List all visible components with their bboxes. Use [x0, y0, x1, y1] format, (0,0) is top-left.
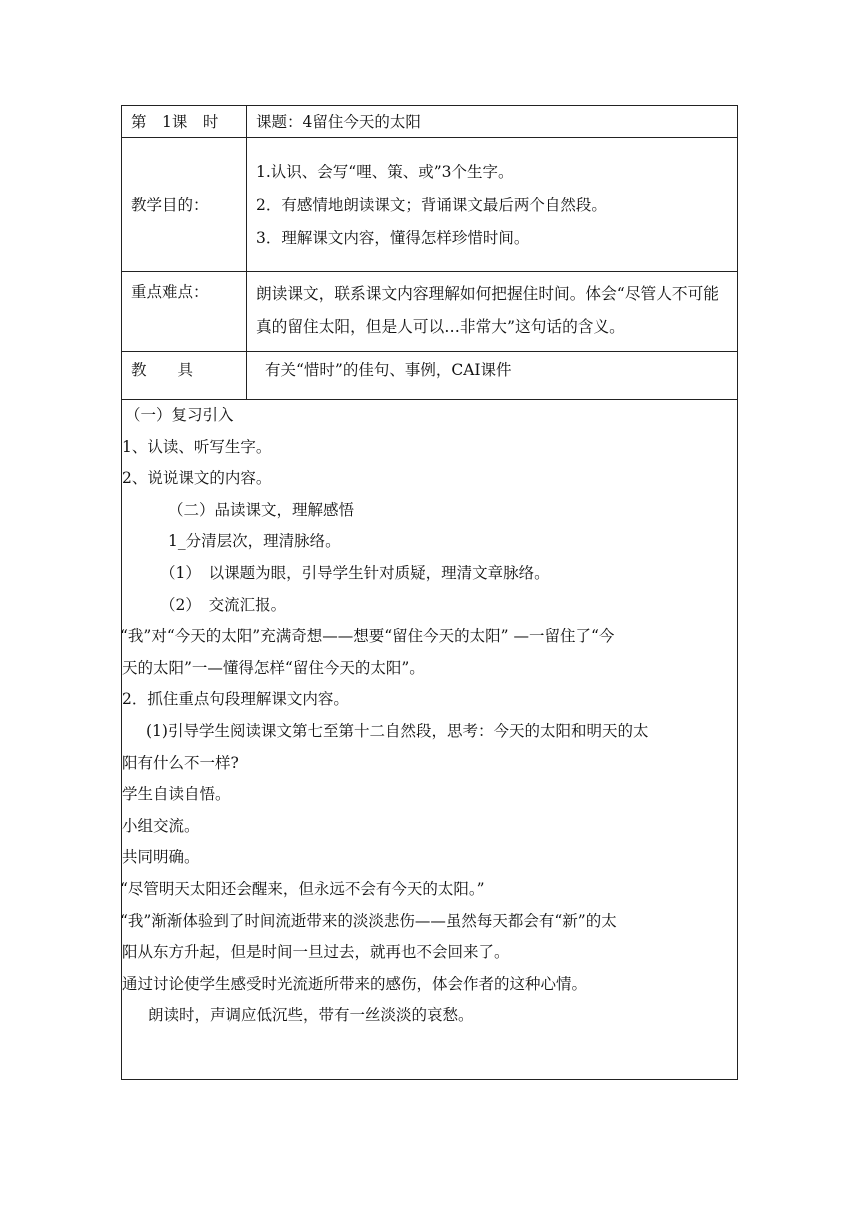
objectives-cell — [247, 138, 738, 272]
process-line: “尽管明天太阳还会醒来，但永远不会有今天的太阳。” — [120, 879, 485, 898]
objective-item: 3．理解课文内容，懂得怎样珍惜时间。 — [256, 229, 530, 247]
lesson-topic: 课题：4留住今天的太阳 — [256, 113, 421, 131]
tools-label: 教 具 — [131, 361, 194, 379]
teaching-process-cell — [122, 400, 738, 1080]
process-line: 共同明确。 — [122, 848, 200, 867]
key-points-label-cell — [122, 272, 247, 352]
process-line: 通过讨论使学生感受时光流逝所带来的感伤，体会作者的这种心情。 — [122, 974, 588, 993]
process-line: （2） 交流汇报。 — [160, 595, 287, 614]
objectives-label-cell — [122, 138, 247, 272]
key-points-cell — [247, 272, 738, 352]
process-line: 2、说说课文的内容。 — [122, 469, 272, 488]
tools-row — [122, 352, 738, 400]
header-row — [122, 106, 738, 138]
process-line: (1)引导学生阅读课文第七至第十二自然段，思考：今天的太阳和明天的太 — [146, 721, 649, 740]
process-line: “我”渐渐体验到了时间流逝带来的淡淡悲伤——虽然每天都会有“新”的太 — [120, 911, 617, 930]
tools-text: 有关“惜时”的佳句、事例，CAI课件 — [265, 361, 512, 379]
process-line: （二）品读课文，理解感悟 — [168, 500, 355, 519]
process-line: 天的太阳”一—懂得怎样“留住今天的太阳”。 — [122, 658, 425, 677]
objectives-label: 教学目的： — [131, 195, 209, 214]
tools-cell — [247, 352, 738, 400]
objective-item: 2．有感情地朗读课文；背诵课文最后两个自然段。 — [256, 196, 607, 214]
objective-item: 1.认识、会写“哩、策、或”3个生字。 — [256, 163, 514, 181]
period-label: 第 1课 时 — [131, 113, 219, 131]
process-line: 小组交流。 — [122, 816, 200, 835]
process-line: 朗读时，声调应低沉些，带有一丝淡淡的哀愁。 — [148, 1006, 474, 1025]
process-line: 1、认读、听写生字。 — [122, 437, 272, 456]
key-points-row — [122, 272, 738, 352]
lesson-plan-table — [121, 105, 738, 1080]
process-line: 2．抓住重点句段理解课文内容。 — [122, 690, 349, 709]
process-line: 阳从东方升起，但是时间一旦过去，就再也不会回来了。 — [122, 943, 510, 962]
process-line: 学生自读自悟。 — [122, 785, 231, 804]
process-line: （一）复习引入 — [125, 406, 234, 424]
process-line: 1_分清层次，理清脉络。 — [168, 532, 341, 551]
process-line: 阳有什么不一样? — [122, 753, 239, 772]
key-points-text: 朗读课文，联系课文内容理解如何把握住时间。体会“尽管人不可能真的留住太阳，但是人可以…非常大”这句话的含义。 — [256, 284, 719, 336]
topic-cell — [247, 106, 738, 138]
process-row — [122, 400, 738, 1080]
process-line: “我”对“今天的太阳”充满奇想——想要“留住今天的太阳” —一留住了“今 — [120, 627, 615, 646]
process-line: （1） 以课题为眼，引导学生针对质疑，理清文章脉络。 — [160, 563, 550, 582]
key-points-label: 重点难点： — [131, 283, 209, 301]
tools-label-cell — [122, 352, 247, 400]
period-cell — [122, 106, 247, 138]
objectives-row — [122, 138, 738, 272]
